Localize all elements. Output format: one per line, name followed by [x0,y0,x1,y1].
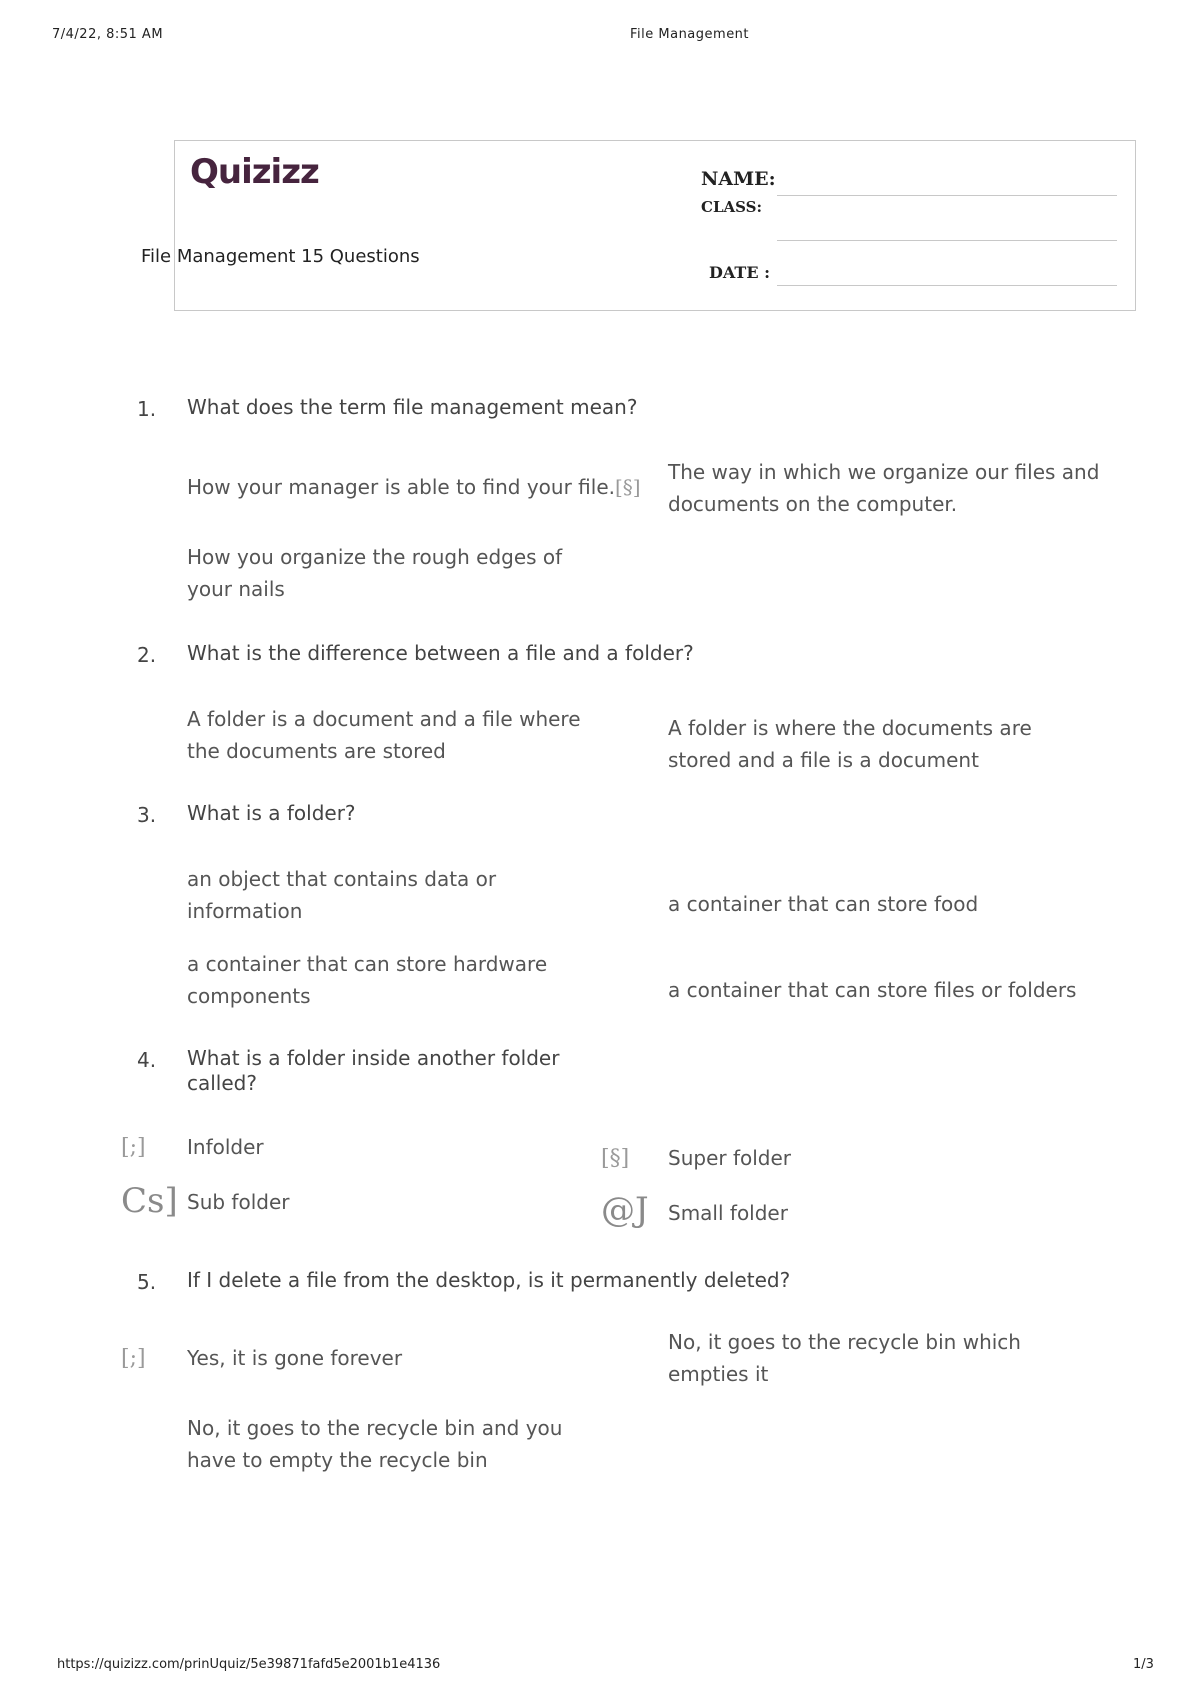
answer-option: The way in which we organize our files and documents on the computer. [668,460,1100,516]
answer-mark: [;] [121,1135,146,1160]
class-label: CLASS: [701,198,762,216]
answer-option: No, it goes to the recycle bin which empties it [668,1330,1021,1386]
class-line [777,240,1117,241]
print-datetime: 7/4/22, 8:51 AM [52,27,164,42]
print-url: https://quizizz.com/prinUquiz/5e39871fafd5e2001b1e4136 [57,1657,441,1672]
question-number: 4. [137,1048,157,1072]
answer-option: No, it goes to the recycle bin and you have to empty the recycle bin [187,1416,563,1472]
answer-option: Sub folder [187,1190,290,1214]
question-text: What is the difference between a file and a folder? [187,641,694,665]
page-number: 1/3 [1133,1657,1154,1672]
answer-option: Small folder [668,1201,788,1225]
worksheet-subtitle: File Management 15 Questions [141,246,420,267]
question-number: 3. [137,803,157,827]
answer-mark: Cs] [121,1181,178,1221]
question-text: What does the term file management mean? [187,395,638,419]
answer-option [187,471,641,503]
option-text: How your manager is able to find your file. [187,475,615,499]
name-line [777,195,1117,196]
answer-mark: [;] [121,1346,146,1371]
question-number: 1. [137,397,157,421]
answer-option: a container that can store hardware components [187,952,548,1008]
answer-option: Yes, it is gone forever [187,1346,403,1370]
answer-mark: @J [601,1190,649,1230]
date-line [777,285,1117,286]
name-label: NAME: [701,168,776,190]
answer-option: A folder is a document and a file where the documents are stored [187,707,581,763]
question-text: What is a folder? [187,801,356,825]
answer-option: a container that can store food [668,892,979,916]
answer-option: a container that can store files or folders [668,978,1077,1002]
answer-option: A folder is where the documents are stored and a file is a document [668,716,1032,772]
answer-option: How you organize the rough edges of your nails [187,545,563,601]
answer-option: Super folder [668,1146,792,1170]
date-label: DATE : [709,263,770,282]
answer-option: an object that contains data or information [187,867,497,923]
question-number: 2. [137,643,157,667]
option-mark: [§] [614,475,641,499]
answer-mark: [§] [601,1146,630,1171]
print-title: File Management [630,27,750,42]
answer-option: Infolder [187,1135,264,1159]
quizizz-logo: Quizizz [190,152,319,192]
question-text: What is a folder inside another folder called? [187,1046,560,1095]
question-text: If I delete a file from the desktop, is it permanently deleted? [187,1268,791,1292]
question-number: 5. [137,1270,157,1294]
